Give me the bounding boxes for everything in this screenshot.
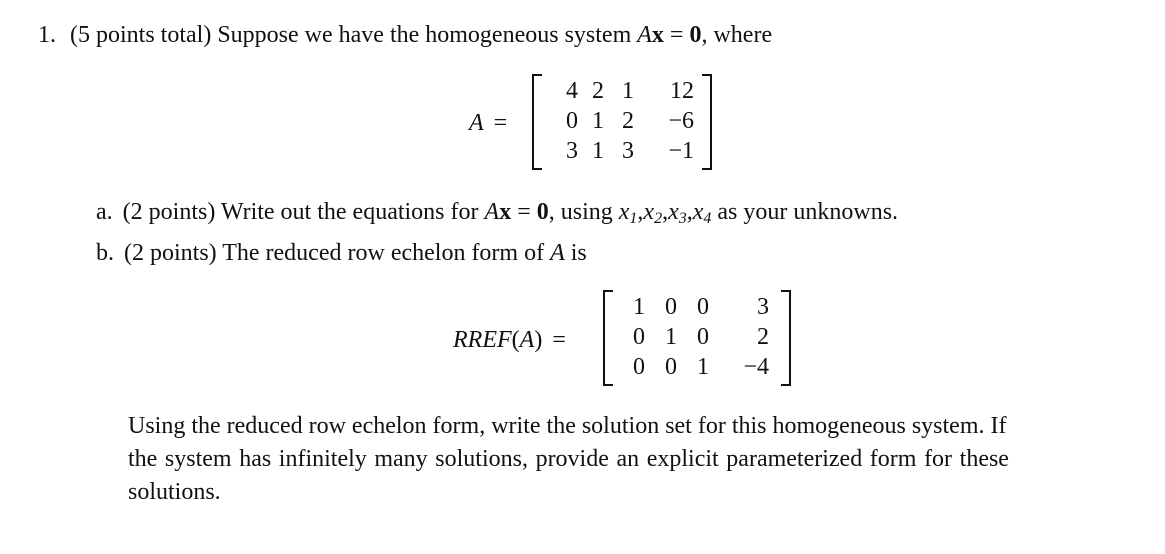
rref-name: RREF <box>453 327 512 353</box>
intro-end: , where <box>701 22 773 48</box>
matrix-rref-cell-r1-c2: 0 <box>665 294 677 320</box>
matrix-rref-cell-r3-c2: 0 <box>665 354 677 380</box>
part-b-text-1: (2 points) The reduced row echelon form of <box>124 240 551 266</box>
matrix-a-cell-r2-c1: 0 <box>566 108 578 134</box>
instructions-line-2: the system has infinitely many solutions, provide an explicit parameterized form for these <box>128 446 1009 472</box>
matrix-rref-cell-r2-c4: 2 <box>757 324 769 350</box>
matrix-a-right-bracket <box>702 74 712 170</box>
matrix-rref-cell-r2-c3: 0 <box>697 324 709 350</box>
comma-3: , <box>686 199 693 225</box>
part-a-x: x <box>499 199 512 225</box>
matrix-a-cell-r3-c2: 1 <box>592 138 604 164</box>
problem-intro: (5 points total) Suppose we have the homogeneous system <box>70 22 638 48</box>
matrix-a-label <box>469 110 507 137</box>
part-a-text-1: (2 points) Write out the equations for <box>122 199 485 225</box>
matrix-a-cell-r2-c4: −6 <box>668 108 694 134</box>
matrix-rref-cell-r2-c2: 1 <box>665 324 677 350</box>
problem-number: 1. <box>38 22 56 48</box>
matrix-a <box>532 74 712 170</box>
eq-x: x <box>651 22 664 48</box>
matrix-a-cell-r3-c4: −1 <box>668 138 694 164</box>
matrix-a-cell-r3-c1: 3 <box>566 138 578 164</box>
var-x1: $x_1$ <box>618 199 638 227</box>
part-a-zero: 0 <box>536 199 549 225</box>
part-a-text-3: as your unknowns. <box>711 199 899 225</box>
comma-2: , <box>662 199 669 225</box>
matrix-a-cell-r3-c3: 3 <box>622 138 634 164</box>
var-x4: $x_4$ <box>692 199 712 227</box>
matrix-a-left-bracket <box>532 74 542 170</box>
part-b-A: A <box>550 240 565 266</box>
matrix-rref-cell-r1-c1: 1 <box>633 294 645 320</box>
part-a-equals: = <box>511 199 537 225</box>
matrix-rref-cell-r3-c3: 1 <box>697 354 709 380</box>
part-a-text-2: , using <box>548 199 619 225</box>
var-x3: $x_3$ <box>668 199 687 227</box>
part-b <box>96 240 587 267</box>
matrix-rref-cell-r1-c3: 0 <box>697 294 709 320</box>
matrix-a-cell-r1-c3: 1 <box>622 78 634 104</box>
matrix-rref-left-bracket <box>603 290 613 386</box>
matrix-a-cell-r2-c3: 2 <box>622 108 634 134</box>
eq-A: A <box>637 22 652 48</box>
rref-equals: = <box>552 327 566 353</box>
matrix-a-cell-r1-c2: 2 <box>592 78 604 104</box>
eq-equals: = <box>663 22 690 48</box>
instructions-line-1: Using the reduced row echelon form, write the solution set for this homogeneous system. If <box>128 413 1007 439</box>
instructions-line-3: solutions. <box>128 479 221 505</box>
problem-statement <box>38 22 772 49</box>
var-x2: $x_2$ <box>643 199 663 227</box>
matrix-rref-right-bracket <box>781 290 791 386</box>
matrix-a-cell-r2-c2: 1 <box>592 108 604 134</box>
matrix-rref-cell-r3-c1: 0 <box>633 354 645 380</box>
matrix-a-cell-r1-c1: 4 <box>566 78 578 104</box>
part-a-A: A <box>484 199 500 225</box>
matrix-rref-cell-r1-c4: 3 <box>757 294 769 320</box>
matrix-rref-cell-r2-c1: 0 <box>633 324 645 350</box>
rref-arg: (A) <box>511 327 543 353</box>
rref-label <box>453 327 566 354</box>
matrix-a-name: A <box>469 110 484 136</box>
comma-1: , <box>637 199 644 225</box>
matrix-a-equals: = <box>493 110 508 136</box>
matrix-rref-cell-r3-c4: −4 <box>743 354 769 380</box>
eq-zero: 0 <box>689 22 702 48</box>
part-b-text-2: is <box>564 240 587 266</box>
part-a <box>96 199 898 226</box>
part-b-marker: b. <box>96 240 114 266</box>
matrix-a-cell-r1-c4: 12 <box>670 78 694 104</box>
part-a-marker: a. <box>96 199 113 225</box>
matrix-rref <box>603 290 791 386</box>
